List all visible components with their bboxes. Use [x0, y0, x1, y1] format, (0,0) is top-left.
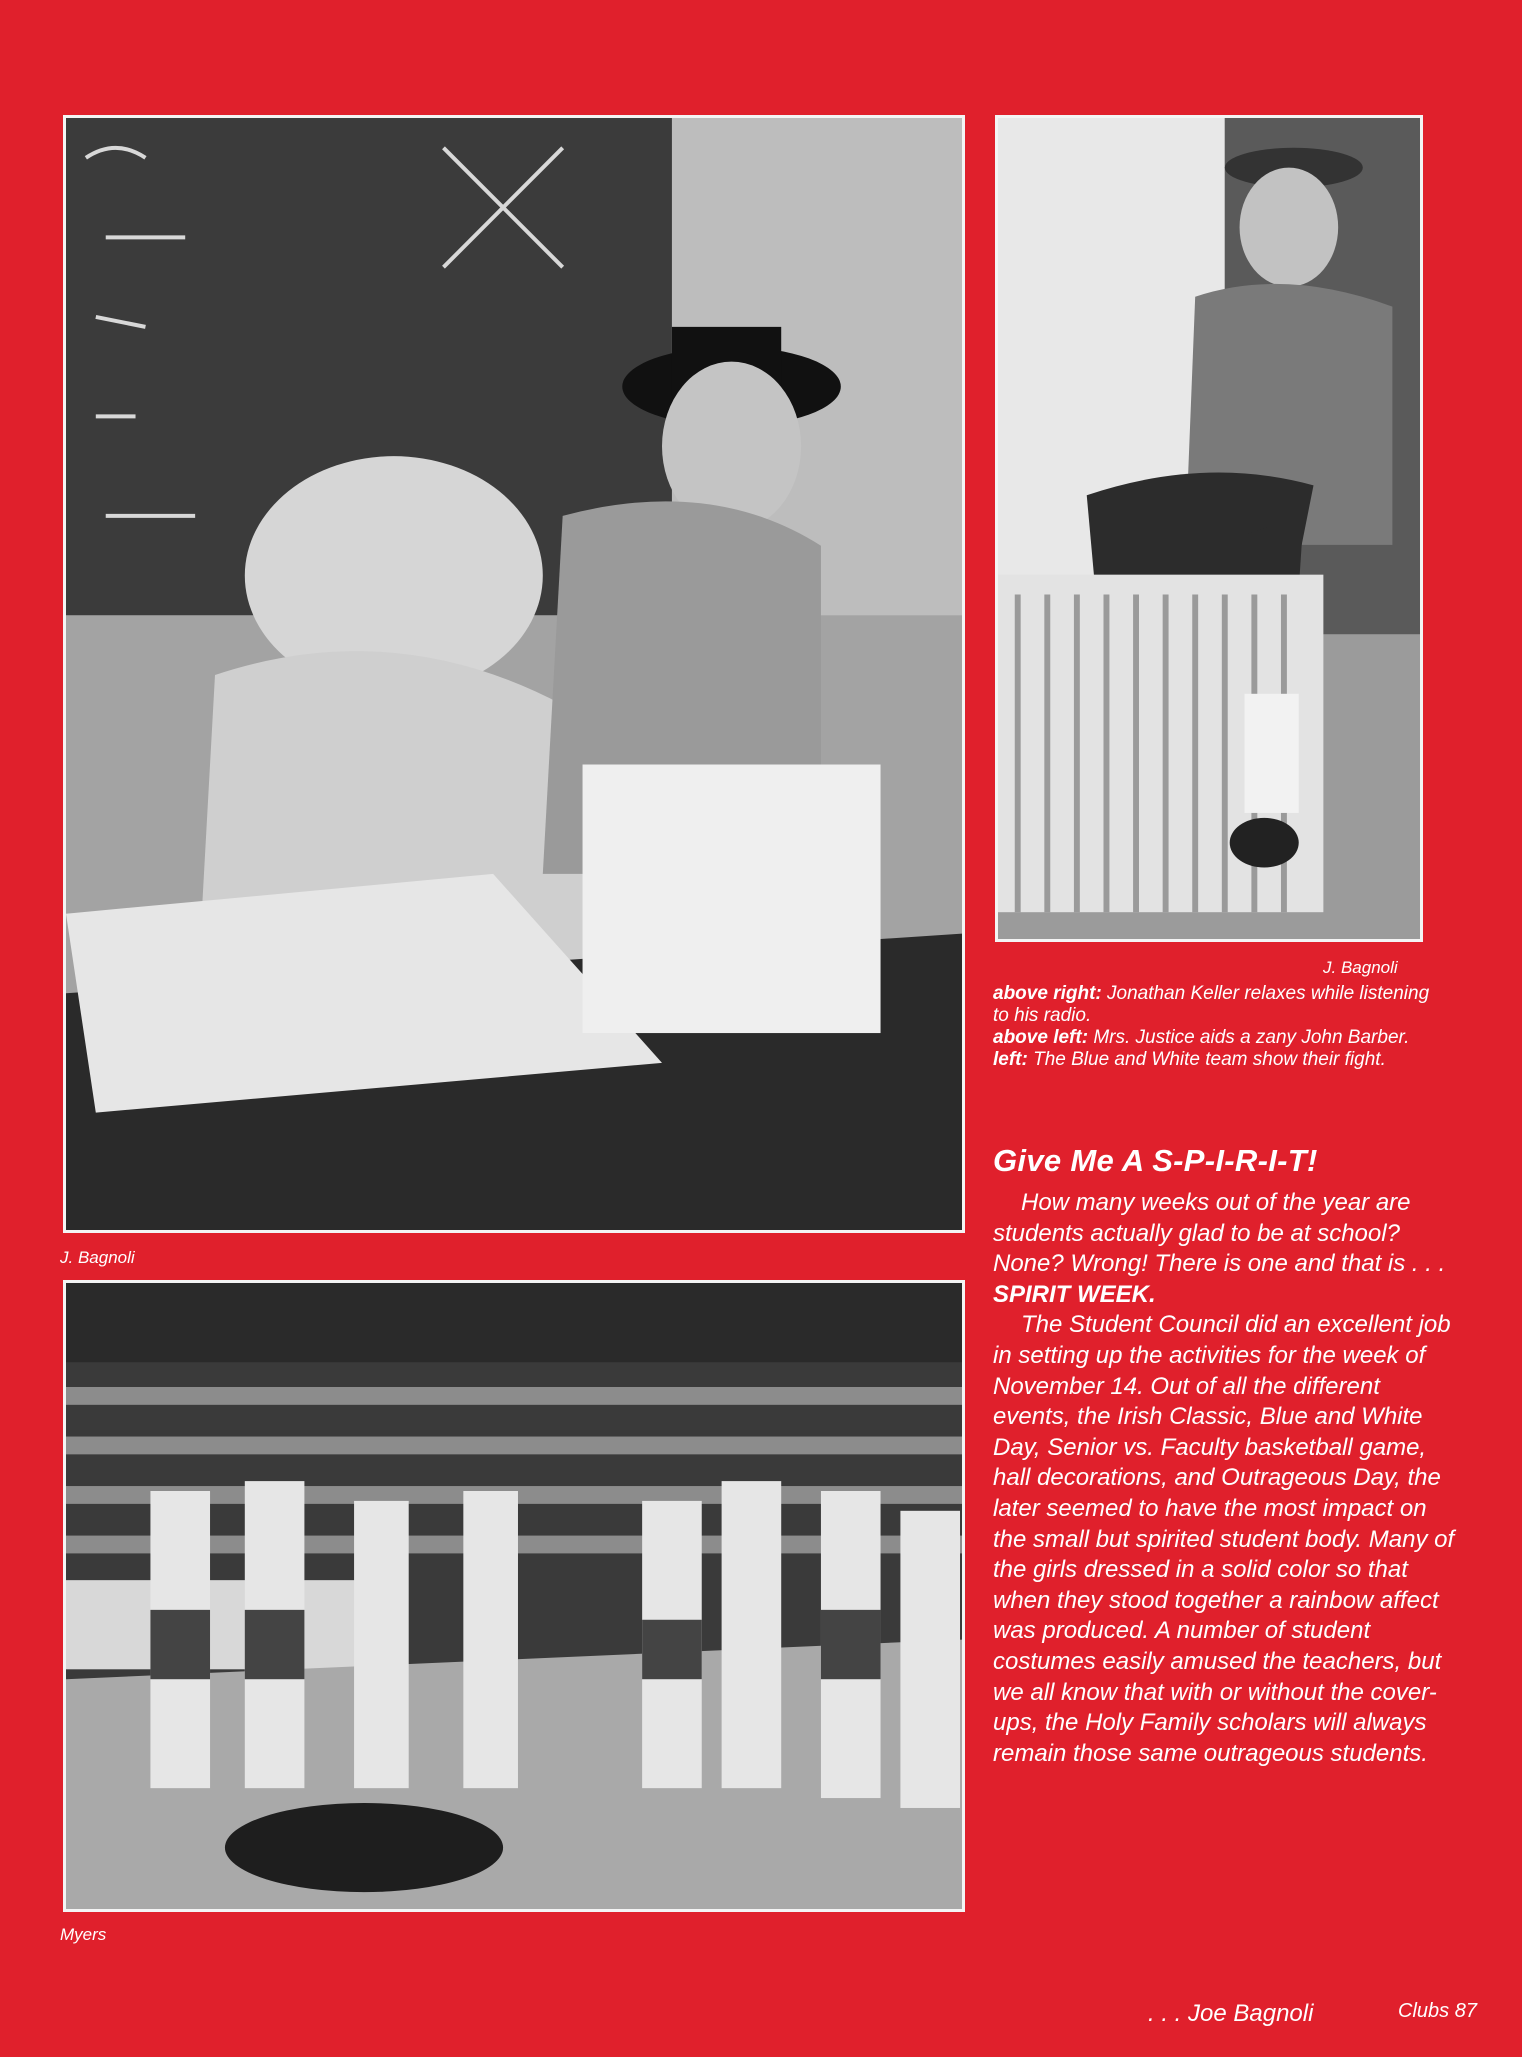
caption-text: Mrs. Justice aids a zany John Barber.: [1093, 1027, 1410, 1048]
basketball-photo-credit: Myers: [60, 1925, 107, 1944]
page-folio: Clubs 87: [1398, 2000, 1477, 2022]
caption-text: The Blue and White team show their fight.: [1033, 1049, 1386, 1070]
radiator-photo-credit: J. Bagnoli: [1323, 958, 1398, 977]
radiator-photo-image: [998, 118, 1420, 939]
classroom-photo: [63, 115, 965, 1233]
radiator-photo: [995, 115, 1423, 942]
caption-text: Jonathan Keller relaxes while listening to his radio.: [993, 983, 1430, 1026]
caption-left: [993, 1049, 1433, 1071]
article-body: [993, 1188, 1463, 1769]
classroom-photo-image: [66, 118, 962, 1230]
spirit-week-emphasis: SPIRIT WEEK.: [993, 1280, 1156, 1308]
paragraph-text: How many weeks out of the year are students actually glad to be at school? None? Wrong! There is one and that is . . .: [993, 1189, 1446, 1278]
article-byline: . . . Joe Bagnoli: [1148, 2000, 1314, 2027]
classroom-photo-credit: J. Bagnoli: [60, 1248, 135, 1267]
caption-label: left:: [993, 1049, 1028, 1070]
article-paragraph-1: [993, 1188, 1463, 1310]
basketball-team-photo: [63, 1280, 965, 1912]
caption-label: above left:: [993, 1027, 1089, 1048]
photo-captions: [993, 983, 1433, 1071]
article-headline: Give Me A S-P-I-R-I-T!: [993, 1143, 1318, 1178]
basketball-team-photo-image: [66, 1283, 962, 1909]
caption-above-right: [993, 983, 1433, 1027]
caption-above-left: [993, 1027, 1433, 1049]
caption-label: above right:: [993, 983, 1102, 1004]
article-paragraph-2: The Student Council did an excellent job in setting up the activities for the week of November 14. Out of all the different events, the Irish Classic, Blue and White Day, Senior vs. Faculty basketball game, hall decorations, and Outrageous Day, the later seemed to have the most impact on the small but spirited student body. Many of the girls dressed in a solid color so that when they stood together a rainbow affect was produced. A number of student costumes easily amused the teachers, but we all know that with or without the cover-ups, the Holy Family scholars will always remain those same outrageous students.: [993, 1311, 1455, 1767]
